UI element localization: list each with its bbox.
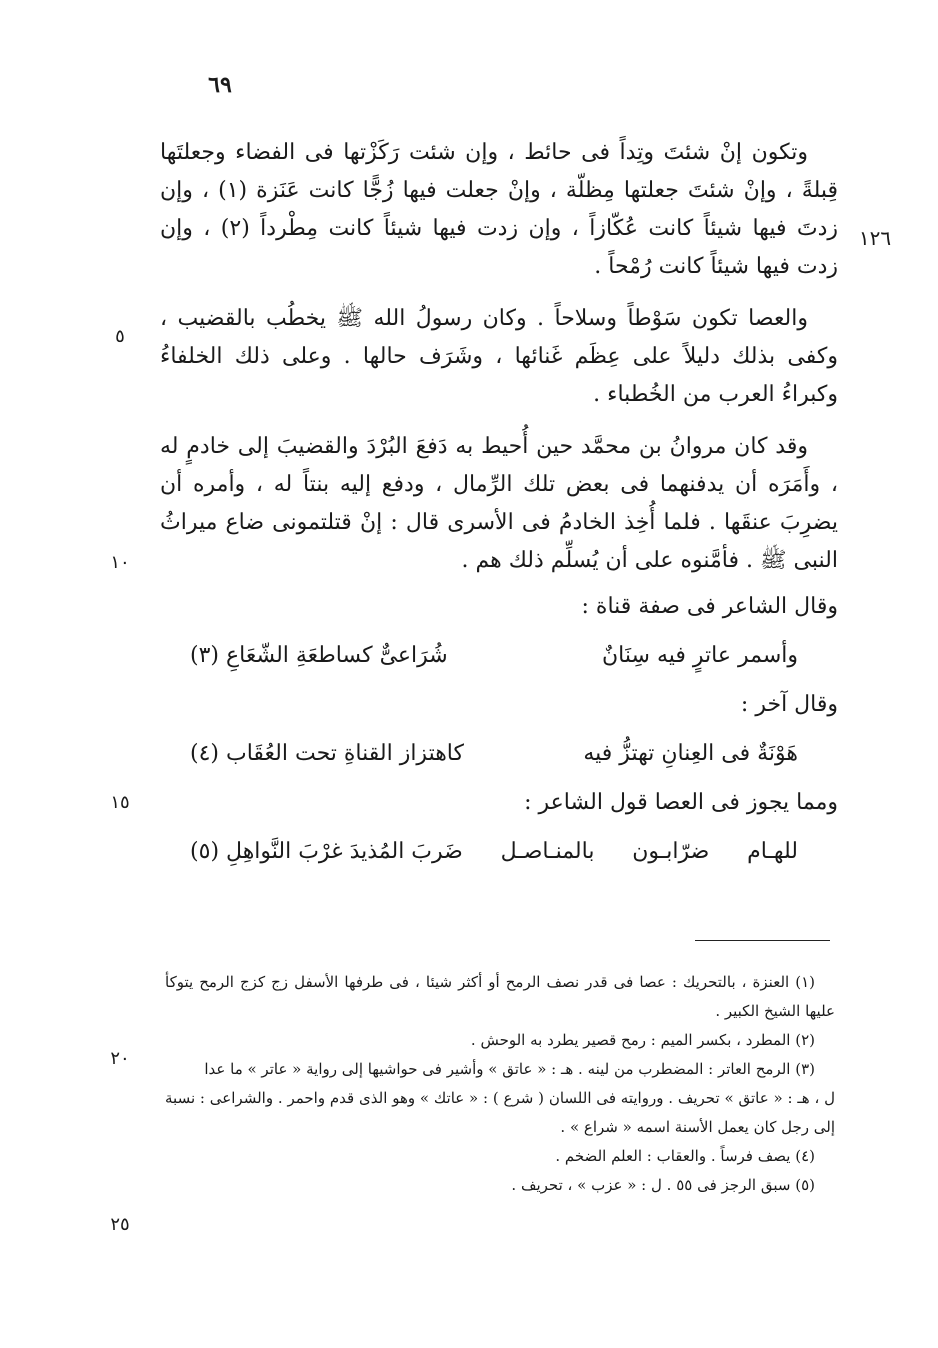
margin-number-25: ٢٥ xyxy=(110,1214,130,1235)
page-number: ٦٩ xyxy=(208,72,232,98)
verse-1 xyxy=(160,634,838,678)
footnote-4: (٤) يصف فرساً . والعقاب : العلم الضخم . xyxy=(555,1147,815,1165)
verse-3-word-3: بالمنـاصـل xyxy=(500,839,595,864)
margin-number-20: ٢٠ xyxy=(110,1048,130,1069)
footnote-2: (٢) المطرد ، بكسر الميم : رمح قصير يطرد به الوحش . xyxy=(470,1031,815,1049)
poet-intro-3: ومما يجوز فى العصا قول الشاعر : xyxy=(524,790,838,815)
footnote-3-continued: ل ، هـ : « عاتق » تحريف . وروايته فى اللسان ( شرع ) : « عاتك » وهو الذى قدم واحمر . والشراعى : نسبة إلى رجل كان يعمل الأسنة اسمه « شراع » . xyxy=(165,1089,835,1136)
paragraph-marwan: وقد كان مروانُ بن محمَّد حين أُحيط به دَفعَ البُرْدَ والقضيبَ إلى خادمٍ له ، وأَمَرَه أن يدفنهما فى بعض تلك الرِّمال ، ودفع إليه بنتاً له ، وأمره أن يضرِبَ عنقَها . فلما أُخِذ الخادمُ فى الأسرى قال : إنْ قتلتمونى ضاع ميراثُ النبى ﷺ . فأمَّنوه على أن يُسلِّم ذلك هم . xyxy=(160,434,838,573)
paragraph-staff-honor: والعصا تكون سَوْطاً وسلاحاً . وكان رسولُ الله ﷺ يخطُب بالقضيب ، وكفى بذلك دليلاً على عِظَم غَنائها ، وشَرَف حالها . وعلى ذلك الخلفاءُ وكبراءُ العرب من الخُطباء . xyxy=(160,306,838,407)
paragraph-staff-uses: وتكون إنْ شئتَ وتِداً فى حائط ، وإن شئت رَكَزْتها فى الفضاء وجعلتَها قِبلةً ، وإنْ شئتَ جعلتها مِظلّة ، وإنْ جعلت فيها زُجًّا كانت عَنَزة (١) ، وإن زدتَ فيها شيئاً كانت عُكّازاً ، وإن زدت فيها شيئاً كانت مِطْرداً (٢) ، وإن زدت فيها شيئاً كانت رُمْحاً . xyxy=(160,140,839,279)
footnote-1: (١) العنزة ، بالتحريك : عصا فى قدر نصف الرمح أو أكثر شيئا ، فى طرفها الأسفل زج كزج الرمح يتوكأ عليها الشيخ الكبير . xyxy=(165,973,835,1020)
verse-1-first-hemistich: وأسمر عاترٍ فيه سِنَانٌ xyxy=(602,643,798,668)
verse-3-word-2: ضرّابـون xyxy=(632,839,710,864)
main-text xyxy=(160,134,838,882)
margin-number-15: ١٥ xyxy=(110,792,130,813)
margin-number-5: ٥ xyxy=(115,326,125,347)
verse-2-second-hemistich: كاهتزاز القناةِ تحت العُقَاب (٤) xyxy=(190,741,464,766)
margin-number-10: ١٠ xyxy=(110,552,130,573)
footnotes xyxy=(165,968,835,1200)
verse-1-second-hemistich: شُرَاعىٌّ كساطعَةِ الشّعَاعِ (٣) xyxy=(190,643,448,668)
footnote-5: (٥) سبق الرجز فى ٥٥ . ل : « عزب » ، تحريف . xyxy=(511,1176,815,1194)
margin-number-126: ١٢٦ xyxy=(858,226,892,250)
verse-3 xyxy=(160,830,838,874)
poet-intro-2: وقال آخر : xyxy=(740,692,838,717)
footnote-divider xyxy=(695,940,830,941)
footnote-3: (٣) الرمح العاتر : المضطرب من لينه . هـ : « عاتق » وأشير فى حواشيها إلى رواية « عاتر » ما عدا xyxy=(204,1060,815,1078)
verse-2 xyxy=(160,732,838,776)
verse-3-word-1: للهـام xyxy=(747,839,798,864)
poet-intro-1: وقال الشاعر فى صفة قناة : xyxy=(581,594,838,619)
verse-2-first-hemistich: هَوْنَةٌ فى العِنانِ تهتزُّ فيه xyxy=(583,741,798,766)
verse-3-second-hemistich: ضَربَ المُذيدَ غرْبَ النَّواهِلِ (٥) xyxy=(190,839,463,864)
